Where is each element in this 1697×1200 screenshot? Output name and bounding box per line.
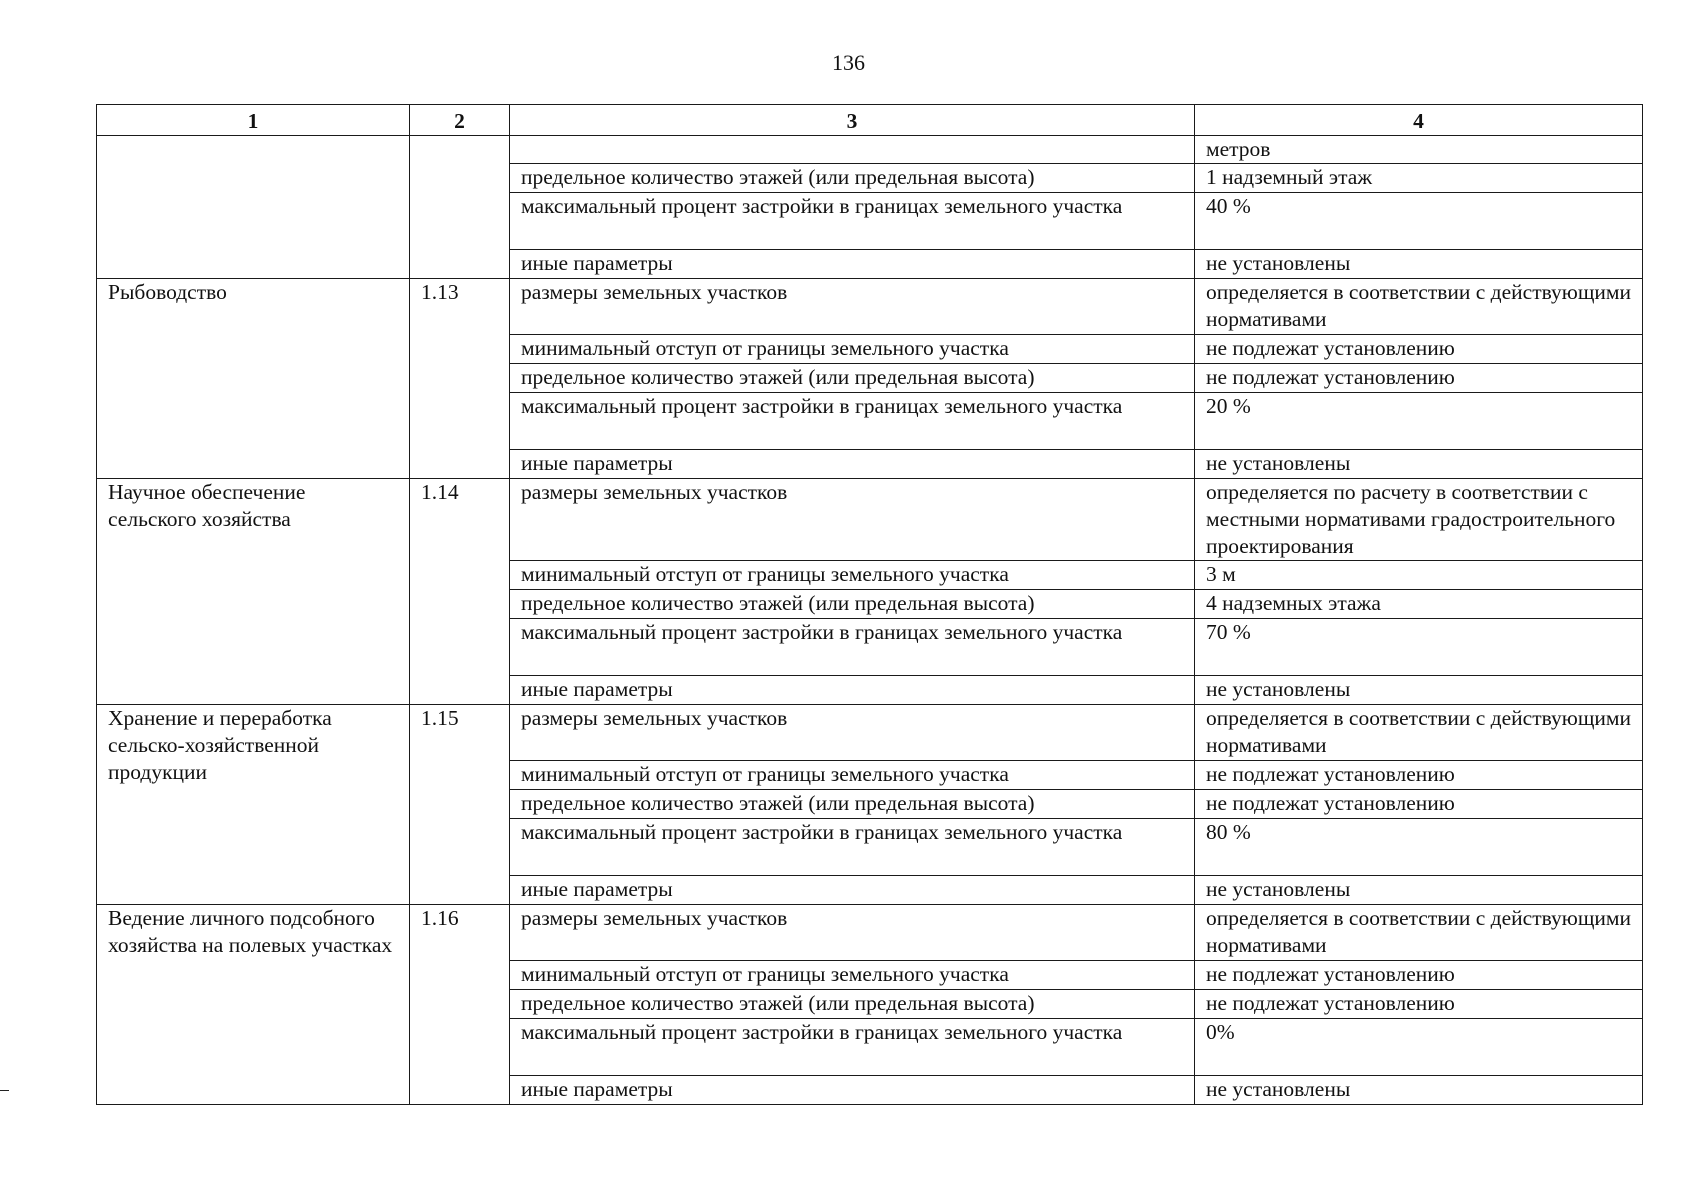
value-cell: определяется в соответствии с действующими нормативами	[1195, 279, 1643, 335]
param-cell: минимальный отступ от границы земельного участка	[510, 335, 1195, 364]
value-cell: 20 %	[1195, 393, 1643, 450]
value-cell: не установлены	[1195, 1076, 1643, 1105]
group-name-cell: Хранение и переработка сельско-хозяйственной продукции	[97, 705, 410, 905]
param-cell: иные параметры	[510, 876, 1195, 905]
group-code-cell: 1.15	[410, 705, 510, 905]
param-cell: иные параметры	[510, 450, 1195, 479]
header-col-4: 4	[1195, 105, 1643, 136]
value-cell: не установлены	[1195, 876, 1643, 905]
group-code-cell	[410, 136, 510, 279]
param-cell: максимальный процент застройки в границах земельного участка	[510, 819, 1195, 876]
table-row	[97, 705, 1643, 761]
group-code-cell: 1.13	[410, 279, 510, 479]
margin-mark	[0, 1090, 9, 1091]
param-cell: максимальный процент застройки в границах земельного участка	[510, 393, 1195, 450]
value-cell: 80 %	[1195, 819, 1643, 876]
value-cell: не установлены	[1195, 450, 1643, 479]
value-cell: не подлежат установлению	[1195, 990, 1643, 1019]
value-cell: 4 надземных этажа	[1195, 590, 1643, 619]
value-cell: не подлежат установлению	[1195, 961, 1643, 990]
value-cell: 1 надземный этаж	[1195, 164, 1643, 193]
header-row	[97, 105, 1643, 136]
group-name-cell	[97, 136, 410, 279]
value-cell: определяется в соответствии с действующими нормативами	[1195, 905, 1643, 961]
param-cell: максимальный процент застройки в границах земельного участка	[510, 1019, 1195, 1076]
group-code-cell: 1.16	[410, 905, 510, 1105]
param-cell: размеры земельных участков	[510, 705, 1195, 761]
param-cell: минимальный отступ от границы земельного участка	[510, 561, 1195, 590]
header-col-2: 2	[410, 105, 510, 136]
param-cell: предельное количество этажей (или предельная высота)	[510, 364, 1195, 393]
param-cell: максимальный процент застройки в границах земельного участка	[510, 619, 1195, 676]
param-cell: предельное количество этажей (или предельная высота)	[510, 990, 1195, 1019]
param-cell: иные параметры	[510, 250, 1195, 279]
table-row	[97, 905, 1643, 961]
value-cell: не подлежат установлению	[1195, 335, 1643, 364]
group-name-cell: Научное обеспечение сельского хозяйства	[97, 479, 410, 705]
param-cell: иные параметры	[510, 676, 1195, 705]
value-cell: 40 %	[1195, 193, 1643, 250]
table-row	[97, 479, 1643, 561]
param-cell: размеры земельных участков	[510, 279, 1195, 335]
value-cell: не подлежат установлению	[1195, 790, 1643, 819]
table-row	[97, 136, 1643, 164]
value-cell: 3 м	[1195, 561, 1643, 590]
header-col-3: 3	[510, 105, 1195, 136]
value-cell: не подлежат установлению	[1195, 364, 1643, 393]
header-col-1: 1	[97, 105, 410, 136]
value-cell: не установлены	[1195, 250, 1643, 279]
value-cell: метров	[1195, 136, 1643, 164]
value-cell: не подлежат установлению	[1195, 761, 1643, 790]
value-cell: 70 %	[1195, 619, 1643, 676]
value-cell: определяется по расчету в соответствии с местными нормативами градостроительного проектирования	[1195, 479, 1643, 561]
param-cell: минимальный отступ от границы земельного участка	[510, 961, 1195, 990]
value-cell: не установлены	[1195, 676, 1643, 705]
group-code-cell: 1.14	[410, 479, 510, 705]
param-cell	[510, 136, 1195, 164]
value-cell: определяется в соответствии с действующими нормативами	[1195, 705, 1643, 761]
param-cell: минимальный отступ от границы земельного участка	[510, 761, 1195, 790]
page-number: 136	[832, 50, 865, 75]
param-cell: размеры земельных участков	[510, 905, 1195, 961]
param-cell: размеры земельных участков	[510, 479, 1195, 561]
param-cell: предельное количество этажей (или предельная высота)	[510, 590, 1195, 619]
param-cell: максимальный процент застройки в границах земельного участка	[510, 193, 1195, 250]
param-cell: иные параметры	[510, 1076, 1195, 1105]
group-name-cell: Рыбоводство	[97, 279, 410, 479]
group-name-cell: Ведение личного подсобного хозяйства на полевых участках	[97, 905, 410, 1105]
param-cell: предельное количество этажей (или предельная высота)	[510, 790, 1195, 819]
regulations-table	[96, 104, 1643, 1105]
value-cell: 0%	[1195, 1019, 1643, 1076]
param-cell: предельное количество этажей (или предельная высота)	[510, 164, 1195, 193]
table-row	[97, 279, 1643, 335]
